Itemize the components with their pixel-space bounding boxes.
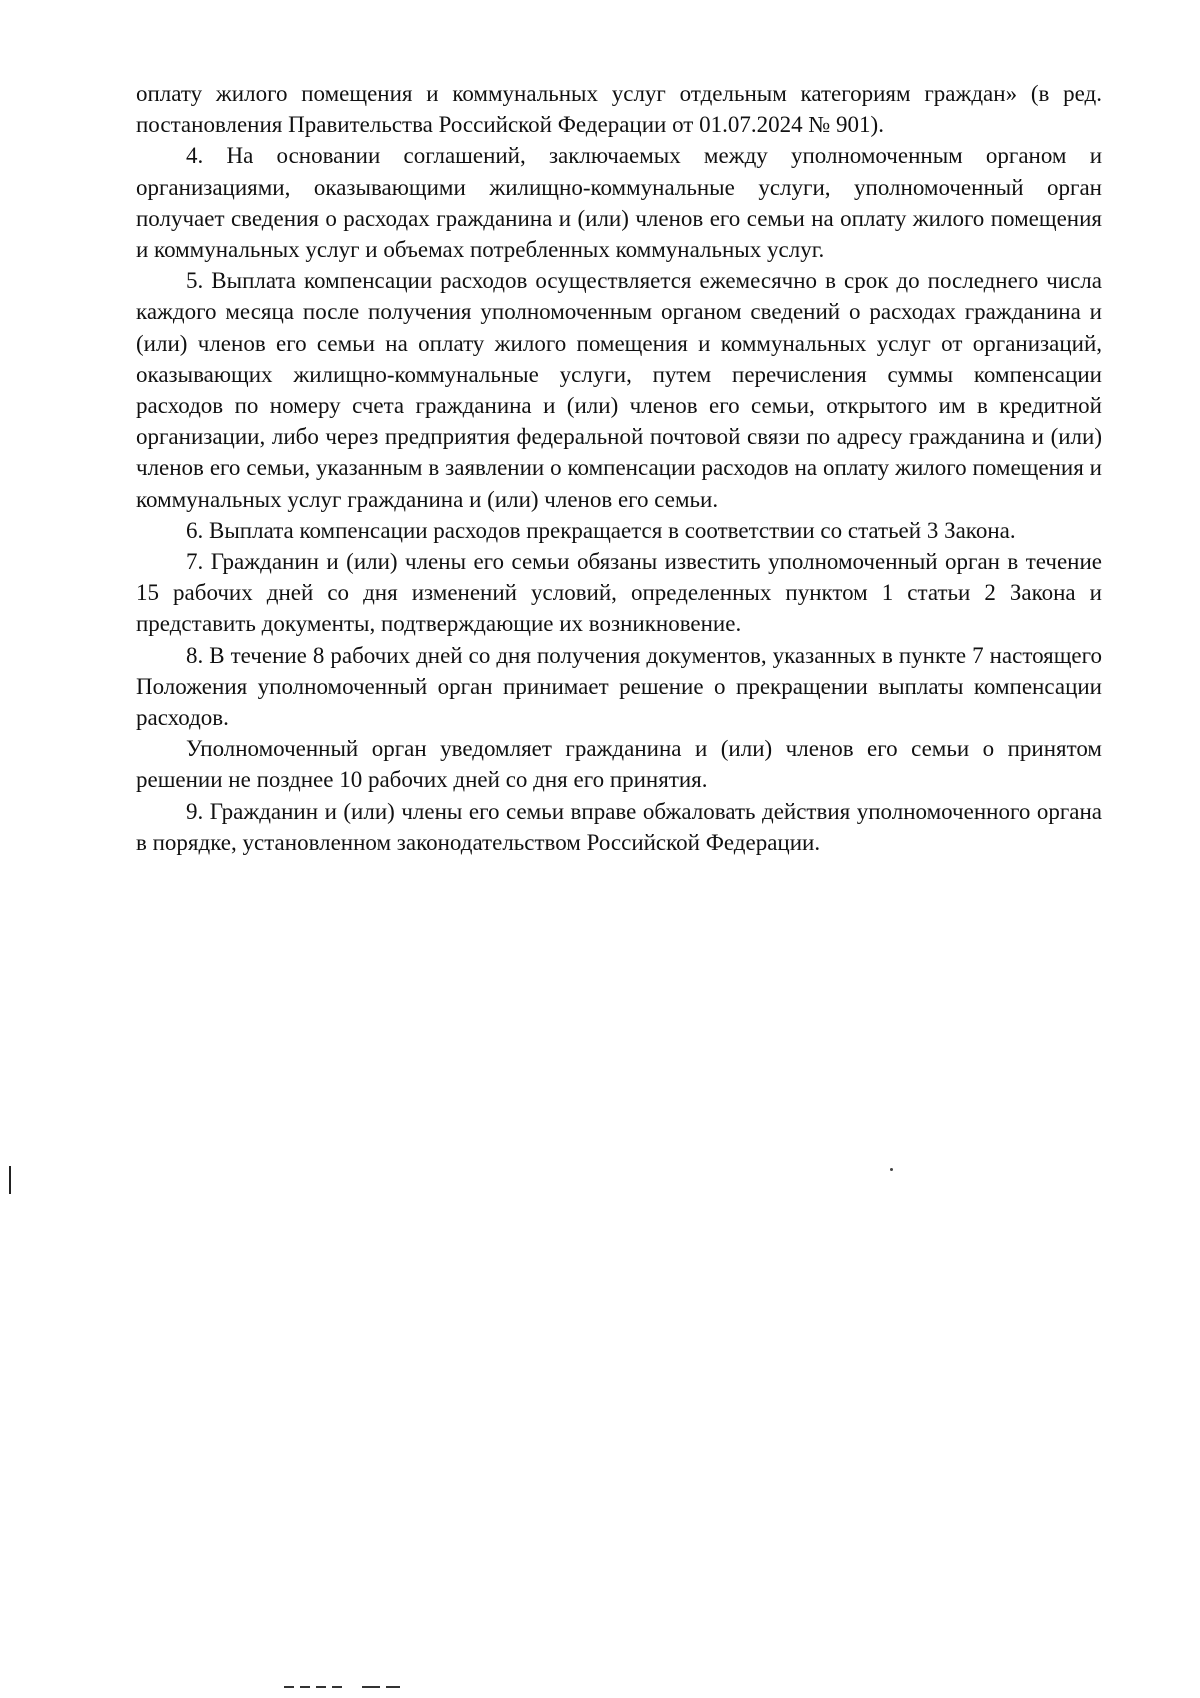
paragraph-item-4: 4. На основании соглашений, заключаемых между уполномоченным органом и организациями, оказывающими жилищно-коммунальные услуги, уполномоченный орган получает сведения о расходах гражданина и (или) членов его семьи на оплату жилого помещения и коммунальных услуг и объемах потребленных коммунальных услуг. bbox=[136, 143, 1102, 263]
scan-artifact-dot bbox=[890, 1168, 893, 1171]
paragraph-item-7: 7. Гражданин и (или) члены его семьи обязаны известить уполномоченный орган в течение 15 рабочих дней со дня изменений условий, определенных пунктом 1 статьи 2 Закона и представить документы, подтверждающие их возникновение. bbox=[136, 549, 1102, 637]
paragraph-item-5: 5. Выплата компенсации расходов осуществляется ежемесячно в срок до последнего числа каждого месяца после получения уполномоченным органом сведений о расходах гражданина и (или) членов его семьи на оплату жилого помещения и коммунальных услуг от организаций, оказывающих жилищно-коммунальные услуги, путем перечисления суммы компенсации расходов по номеру счета гражданина и (или) членов его семьи, открытого им в кредитной организации, либо через предприятия федеральной почтовой связи по адресу гражданина и (или) членов его семьи, указанным в заявлении о компенсации расходов на оплату жилого помещения и коммунальных услуг гражданина и (или) членов его семьи. bbox=[136, 268, 1102, 512]
paragraph-item-6: 6. Выплата компенсации расходов прекращается в соответствии со статьей 3 Закона. bbox=[186, 517, 1016, 543]
footer-scan-marks bbox=[284, 1686, 400, 1689]
scan-dash bbox=[284, 1686, 294, 1688]
scan-dash bbox=[362, 1686, 380, 1688]
scan-dash bbox=[300, 1686, 310, 1688]
paragraph-item-9: 9. Гражданин и (или) члены его семьи вправе обжаловать действия уполномоченного органа в порядке, установленном законодательством Российской Федерации. bbox=[136, 798, 1102, 855]
paragraph-continuation: оплату жилого помещения и коммунальных услуг отдельным категориям граждан» (в ред. постановления Правительства Российской Федерации от 01.07.2024 № 901). bbox=[136, 81, 1102, 138]
scan-artifact-line bbox=[9, 1166, 11, 1194]
scan-dash bbox=[316, 1686, 326, 1688]
document-body bbox=[136, 78, 1102, 858]
paragraph-notification: Уполномоченный орган уведомляет гражданина и (или) членов его семьи о принятом решении не позднее 10 рабочих дней со дня его принятия. bbox=[136, 736, 1102, 793]
paragraph-item-8: 8. В течение 8 рабочих дней со дня получения документов, указанных в пункте 7 настоящего Положения уполномоченный орган принимает решение о прекращении выплаты компенсации расходов. bbox=[136, 642, 1102, 731]
scan-dash bbox=[332, 1686, 342, 1688]
scan-dash bbox=[386, 1686, 400, 1688]
